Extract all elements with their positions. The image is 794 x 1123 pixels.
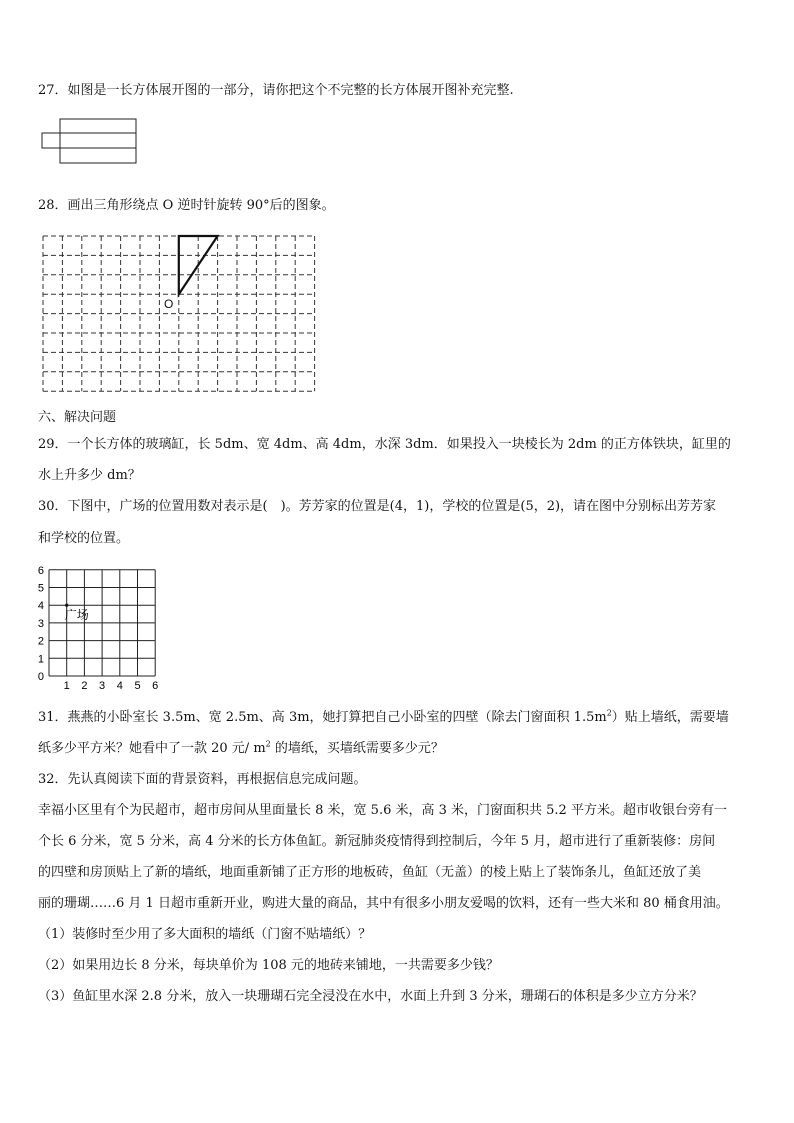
q31-line1-superscript: 2 bbox=[606, 708, 612, 718]
y-axis-tick-label: 5 bbox=[37, 582, 44, 595]
q31-line2-superscript: 2 bbox=[265, 739, 271, 749]
x-axis-tick-label: 5 bbox=[134, 680, 141, 692]
question-30-line-2: 和学校的位置。 bbox=[38, 531, 130, 546]
y-axis-tick-label: 6 bbox=[37, 564, 44, 577]
y-axis-tick-label: 0 bbox=[37, 671, 44, 683]
question-29-line-1: 29．一个长方体的玻璃缸，长 5dm、宽 4dm、高 4dm，水深 3dm．如果投入一块棱长为 2dm 的正方体铁块，缸里的 bbox=[38, 437, 731, 452]
x-axis-tick-label: 3 bbox=[99, 680, 106, 692]
question-29-line-2: 水上升多少 dm？ bbox=[38, 468, 141, 483]
question-32-paragraph-line-2: 个长 6 分米，宽 5 分米，高 4 分米的长方体鱼缸。新冠肺炎疫情得到控制后，今年 5 月，超市进行了重新装修：房间 bbox=[38, 834, 716, 849]
question-31-line-2 bbox=[38, 740, 444, 758]
point-o-label: O bbox=[164, 297, 174, 311]
cuboid-net-figure bbox=[40, 117, 140, 167]
question-32-subquestion-2: （2）如果用边长 8 分米，每块单价为 108 元的地砖来铺地，一共需要多少钱？ bbox=[38, 958, 499, 973]
q31-line2-part-a: 纸多少平方米？她看中了一款 20 元/ m bbox=[38, 741, 266, 756]
y-axis-tick-label: 4 bbox=[37, 600, 44, 613]
question-32-paragraph-line-1: 幸福小区里有个为民超市，超市房间从里面量长 8 米，宽 5.6 米，高 3 米，门窗面积共 5.2 平方米。超市收银台旁有一 bbox=[38, 803, 727, 818]
y-axis-tick-label: 2 bbox=[37, 635, 44, 648]
question-32-paragraph-line-3: 的四壁和房顶贴上了新的墙纸，地面重新铺了正方形的地板砖，鱼缸（无盖）的棱上贴上了装饰条儿，鱼缸还放了美 bbox=[38, 865, 702, 880]
q31-line2-part-b: 的墙纸，买墙纸需要多少元？ bbox=[270, 741, 444, 756]
question-32-subquestion-3: （3）鱼缸里水深 2.8 分米，放入一块珊瑚石完全浸没在水中，水面上升到 3 分米，珊瑚石的体积是多少立方分米？ bbox=[38, 989, 703, 1004]
question-27-text: 27．如图是一长方体展开图的一部分，请你把这个不完整的长方体展开图补充完整. bbox=[38, 83, 514, 98]
x-axis-tick-label: 1 bbox=[63, 680, 70, 692]
x-axis-tick-label: 6 bbox=[152, 680, 159, 692]
rotation-grid bbox=[43, 236, 315, 392]
question-28-text: 28．画出三角形绕点 O 逆时针旋转 90°后的图象。 bbox=[38, 198, 335, 213]
question-32-subquestion-1: （1）装修时至少用了多大面积的墙纸（门窗不贴墙纸）？ bbox=[38, 927, 372, 942]
plaza-point bbox=[65, 604, 68, 607]
section-6-heading: 六、解决问题 bbox=[38, 410, 117, 425]
q31-line1-part-b: ）贴上墙纸，需要墙 bbox=[611, 710, 729, 725]
question-32-intro: 32．先认真阅读下面的背景资料，再根据信息完成问题。 bbox=[38, 772, 367, 787]
y-axis-tick-label: 3 bbox=[37, 617, 44, 630]
coordinate-grid bbox=[34, 562, 164, 692]
plaza-label: 广场 bbox=[64, 608, 89, 623]
question-31-line-1 bbox=[38, 709, 729, 727]
x-axis-tick-label: 4 bbox=[116, 680, 123, 692]
y-axis-tick-label: 1 bbox=[37, 653, 44, 666]
question-32-paragraph-line-4: 丽的珊瑚……6 月 1 日超市重新开业，购进大量的商品，其中有很多小朋友爱喝的饮料，还有一些大米和 80 桶食用油。 bbox=[38, 896, 729, 911]
question-30-line-1: 30．下图中，广场的位置用数对表示是( )。芳芳家的位置是(4，1)，学校的位置是(5，2)，请在图中分别标出芳芳家 bbox=[38, 499, 717, 514]
x-axis-tick-label: 2 bbox=[81, 680, 88, 692]
q31-line1-part-a: 31．燕燕的小卧室长 3.5m、宽 2.5m、高 3m，她打算把自己小卧室的四壁（除去门窗面积 1.5m bbox=[38, 710, 607, 725]
